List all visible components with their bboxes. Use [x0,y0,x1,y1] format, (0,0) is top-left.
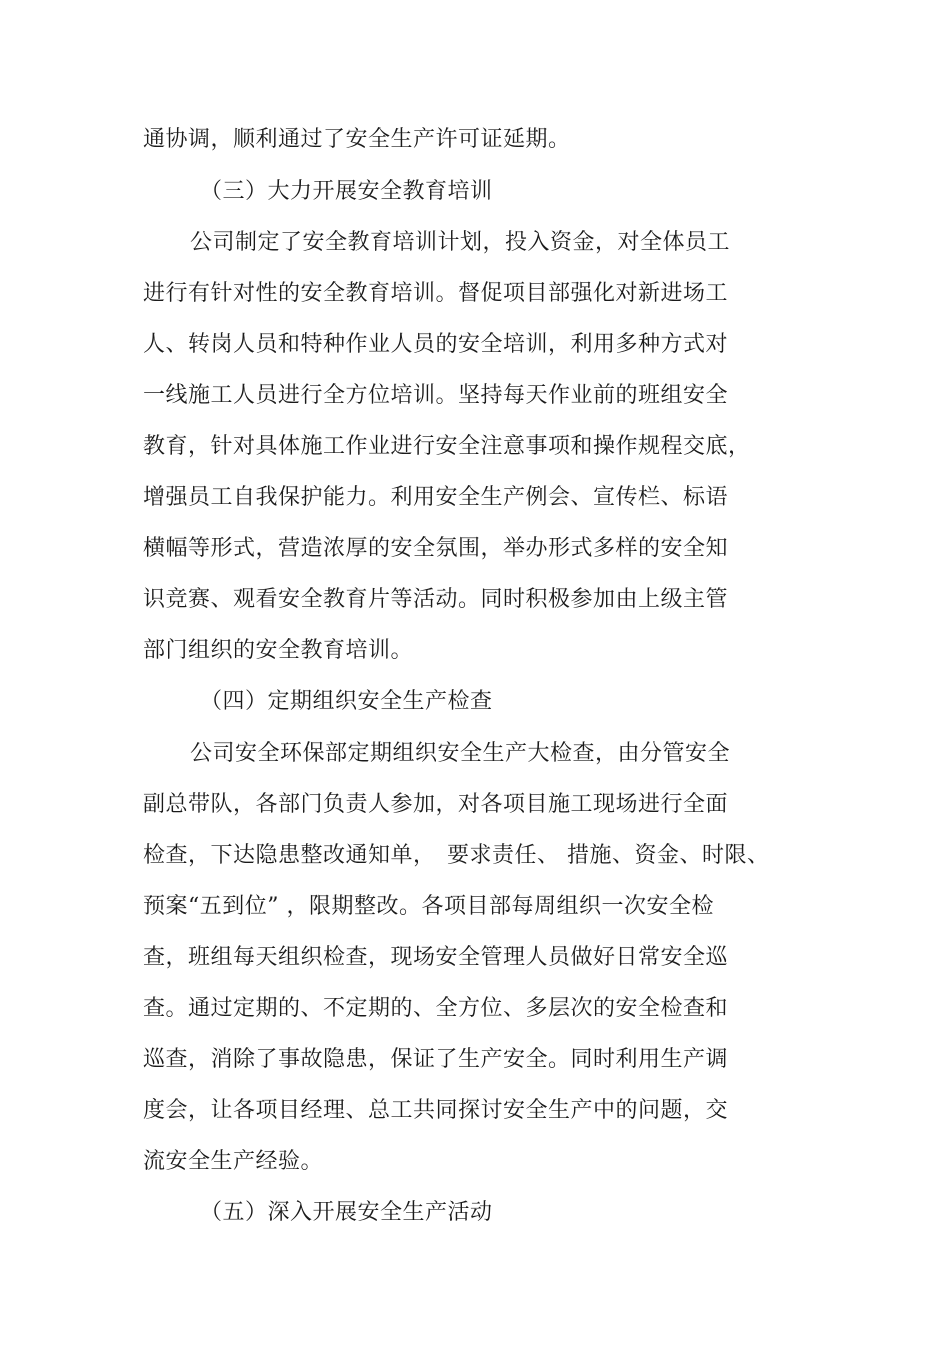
paragraph-line: 增强员工自我保护能力。利用安全生产例会、宣传栏、标语 [143,485,729,510]
paragraph-line: 副总带队，各部门负责人参加，对各项目施工现场进行全面 [143,792,729,817]
paragraph-line: 人、转岗人员和特种作业人员的安全培训，利用多种方式对 [143,332,729,357]
section-heading-3: （三）大力开展安全教育培训 [200,179,493,204]
paragraph-line: 进行有针对性的安全教育培训。督促项目部强化对新进场工 [143,281,729,306]
paragraph-line: 公司制定了安全教育培训计划，投入资金，对全体员工 [190,230,731,255]
paragraph-line: 巡查，消除了事故隐患，保证了生产安全。同时利用生产调 [143,1047,729,1072]
paragraph-line: 度会，让各项目经理、总工共同探讨安全生产中的问题，交 [143,1098,729,1123]
paragraph-line: 教育，针对具体施工作业进行安全注意事项和操作规程交底， [143,434,751,459]
paragraph-line: 识竞赛、观看安全教育片等活动。同时积极参加由上级主管 [143,587,729,612]
paragraph-line: 部门组织的安全教育培训。 [143,638,414,663]
paragraph-line: 检查，下达隐患整改通知单， 要求责任、 措施、资金、时限、 [143,843,770,868]
section-heading-5: （五）深入开展安全生产活动 [200,1200,493,1225]
paragraph-line: 通协调，顺利通过了安全生产许可证延期。 [143,127,571,152]
paragraph-line: 一线施工人员进行全方位培训。坚持每天作业前的班组安全 [143,383,729,408]
paragraph-line: 查。通过定期的、不定期的、全方位、多层次的安全检查和 [143,996,729,1021]
paragraph-line: 横幅等形式，营造浓厚的安全氛围，举办形式多样的安全知 [143,536,729,561]
paragraph-line: 查，班组每天组织检查，现场安全管理人员做好日常安全巡 [143,945,729,970]
paragraph-line: 公司安全环保部定期组织安全生产大检查，由分管安全 [190,741,731,766]
paragraph-line: 流安全生产经验。 [143,1149,324,1174]
section-heading-4: （四）定期组织安全生产检查 [200,689,493,714]
paragraph-line: 预案“五到位” ，限期整改。各项目部每周组织一次安全检 [143,894,714,919]
